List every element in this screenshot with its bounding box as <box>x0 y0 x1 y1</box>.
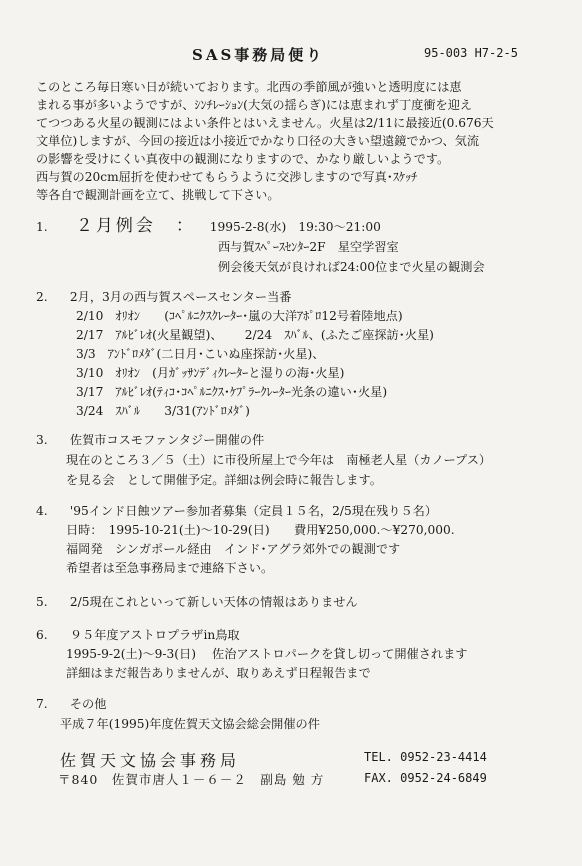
issue-reference: 95-003 H7-2-5 <box>424 46 518 60</box>
section-number: 3. <box>36 433 48 447</box>
section-title: 2/5現在これといって新しい天体の情報はありません <box>69 595 358 609</box>
section-line: 現在のところ３／５（土）に市役所屋上で今年は 南極老人星（カノープス） <box>66 453 492 467</box>
section-number: 7. <box>36 697 48 711</box>
meeting-datetime: 1995-2-8(水) 19:30～21:00 <box>209 220 381 234</box>
organization-name: 佐賀天文協会事務局 <box>60 751 241 770</box>
duty-row: 3/17 ｱﾙﾋﾞﾚｵ(ﾃｨｺ･ｺﾍﾟﾙﾆｸｽ･ｹﾌﾟﾗｰｸﾚｰﾀｰ光条の違い･火星) <box>76 385 388 399</box>
section-title: ２月例会 ： <box>75 216 196 236</box>
section-number: 4. <box>36 504 48 518</box>
section-line: 平成７年(1995)年度佐賀天文協会総会開催の件 <box>60 717 320 731</box>
fax-number: FAX. 0952-24-6849 <box>364 771 487 785</box>
duty-row: 3/10 ｵﾘｵﾝ (月ｶﾞｯｻﾝﾃﾞｨｸﾚｰﾀｰと湿りの海･火星) <box>76 366 345 380</box>
section-5 <box>36 592 358 612</box>
newsletter-title: SAS事務局便り <box>192 46 325 64</box>
section-title: 2月，3月の西与賀スペースセンター当番 <box>69 290 292 304</box>
meeting-note: 例会後天気が良ければ24:00位まで火星の観測会 <box>218 260 485 274</box>
section-1 <box>36 216 485 277</box>
intro-line: 西与賀の20cm屈折を使わせてもらうように交渉しますので写真･ｽｹｯﾁ <box>36 170 418 184</box>
intro-line: の影響を受けにくい真夜中の観測になりますので、かなり厳しいようです。 <box>36 152 450 166</box>
section-line: 詳細はまだ報告ありませんが、取りあえず日程報告まで <box>66 666 371 680</box>
duty-row: 2/10 ｵﾘｵﾝ (ｺﾍﾟﾙﾆｸｽｸﾚｰﾀｰ･嵐の大洋ｱﾎﾟﾛ12号着陸地点) <box>76 309 403 323</box>
intro-paragraph <box>36 78 566 204</box>
intro-line: まれる事が多いようですが、ｼﾝﾁﾚｰｼｮﾝ(大気の揺らぎ)には恵まれず丁度衝を迎え <box>36 98 473 112</box>
section-line: を見る会 として開催予定。詳細は例会時に報告します。 <box>66 473 382 487</box>
section-line: 福岡発 シンガポール経由 インド･アグラ郊外での観測です <box>66 542 401 556</box>
section-line: 日時： 1995-10-21(土)～10-29(日) 費用¥250,000.～¥270,000. <box>66 523 455 537</box>
section-number: 6. <box>36 628 48 642</box>
intro-line: 文単位)しますが、今回の接近は小接近でかなり口径の大きい望遠鏡でかつ、気流 <box>36 134 480 148</box>
organization-address: 〒840 佐賀市唐人１－６－２ 副島 勉 方 <box>58 772 325 787</box>
intro-line: 等各自で観測計画を立て、挑戦して下さい。 <box>36 188 280 202</box>
section-line: 1995-9-2(土)～9-3(日) 佐治アストロパークを貸し切って開催されます <box>66 647 468 661</box>
section-title: その他 <box>69 697 107 711</box>
section-2 <box>36 288 434 421</box>
duty-row: 3/3 ｱﾝﾄﾞﾛﾒﾀﾞ(二日月･こいぬ座探訪･火星)、 <box>76 347 325 361</box>
section-number: 5. <box>36 595 48 609</box>
duty-row: 2/17 ｱﾙﾋﾞﾚｵ(火星観望)、 2/24 ｽﾊﾞﾙ、(ふたご座探訪･火星) <box>76 328 434 342</box>
section-7 <box>36 694 320 734</box>
section-title: '95インド日蝕ツアー参加者募集（定員１５名，2/5現在残り５名） <box>69 504 438 518</box>
section-6 <box>36 626 467 683</box>
meeting-place: 西与賀ｽﾍﾟｰｽｾﾝﾀｰ2F 星空学習室 <box>218 240 399 254</box>
section-4 <box>36 502 455 578</box>
duty-row: 3/24 ｽﾊﾞﾙ 3/31(ｱﾝﾄﾞﾛﾒﾀﾞ) <box>76 404 250 418</box>
phone-number: TEL. 0952-23-4414 <box>364 750 487 764</box>
section-3 <box>36 430 491 490</box>
section-title: ９５年度アストロプラザin鳥取 <box>69 628 240 642</box>
intro-line: てつつある火星の観測にはよい条件とはいえません。火星は2/11に最接近(0.676天 <box>36 116 494 130</box>
header <box>0 44 582 64</box>
section-number: 2. <box>36 290 48 304</box>
section-line: 希望者は至急事務局まで連絡下さい。 <box>66 561 274 575</box>
section-number: 1. <box>36 220 48 234</box>
intro-line: このところ毎日寒い日が続いております。北西の季節風が強いと透明度には恵 <box>36 80 462 94</box>
section-title: 佐賀市コスモファンタジー開催の件 <box>69 433 265 447</box>
